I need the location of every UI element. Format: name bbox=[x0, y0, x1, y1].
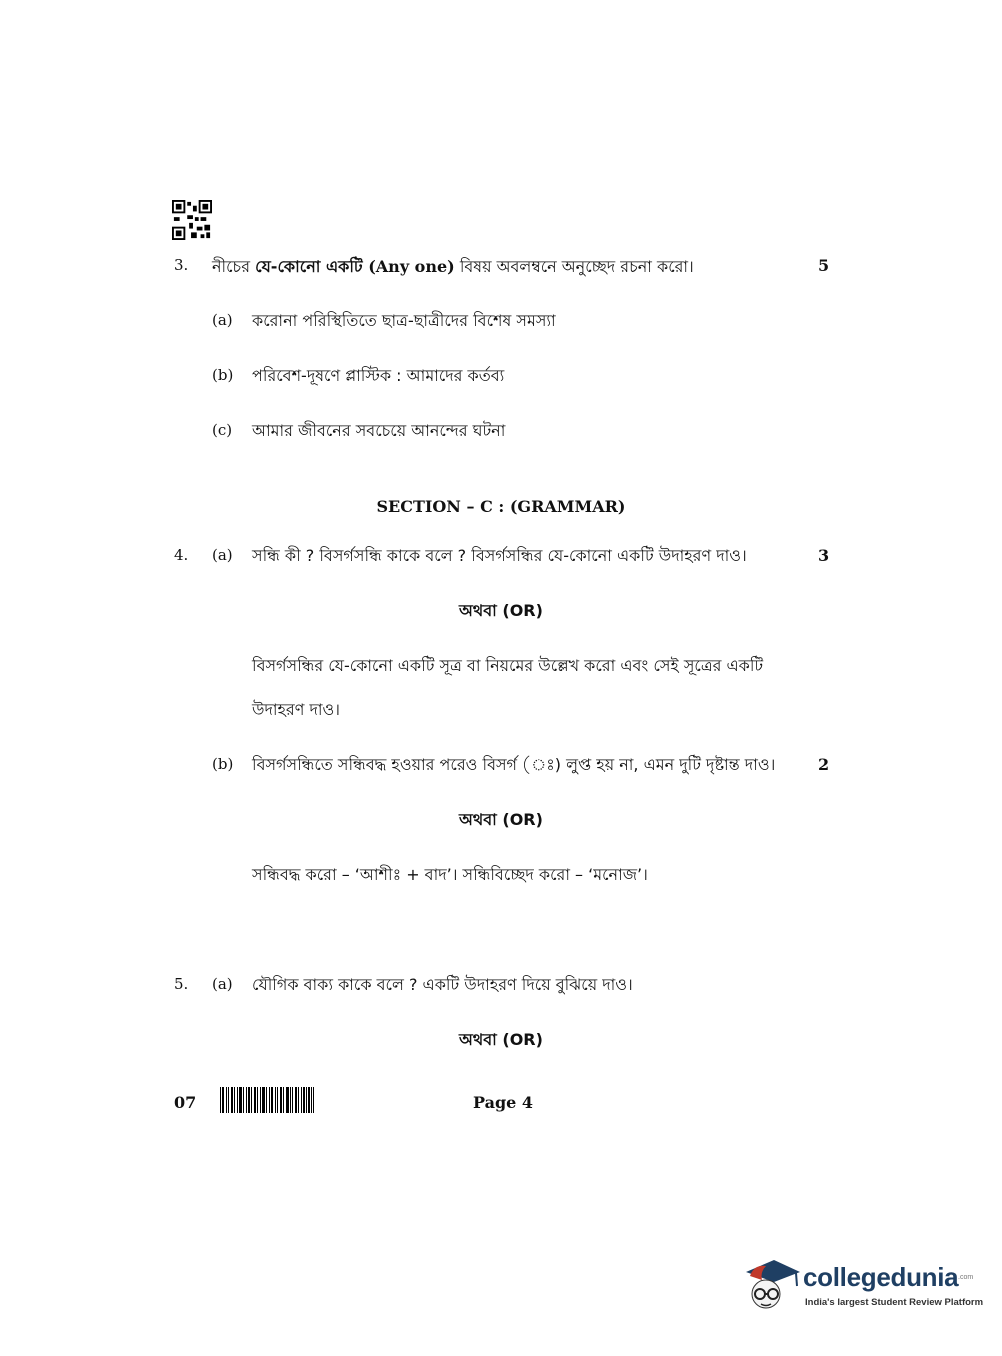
q4-a-alt-line2: উদাহরণ দাও। bbox=[252, 700, 341, 719]
q4-a-alt-line1: বিসর্গসন্ধির যে-কোনো একটি সূত্র বা নিয়মের উল্লেখ করো এবং সেই সূত্রের একটি bbox=[252, 656, 764, 675]
q4-or-1: অথবা (OR) bbox=[459, 601, 543, 620]
q4-a-text: সন্ধি কী ? বিসর্গসন্ধি কাকে বলে ? বিসর্গসন্ধির যে-কোনো একটি উদাহরণ দাও। bbox=[252, 546, 747, 565]
q4-or-2: অথবা (OR) bbox=[459, 810, 543, 829]
logo-tagline: India's largest Student Review Platform bbox=[805, 1297, 984, 1308]
q4-b-label: (b) bbox=[212, 755, 234, 773]
q3-text-bold-bn: যে-কোনো একটি bbox=[255, 257, 363, 276]
q5-or: অথবা (OR) bbox=[459, 1030, 543, 1049]
q3-option-c-label: (c) bbox=[212, 421, 233, 439]
q4-b-alt-text: সন্ধিবদ্ধ করো – ‘আশীঃ + বাদ’। সন্ধিবিচ্ছেদ করো – ‘মনোজ’। bbox=[252, 865, 648, 884]
q3-option-a-label: (a) bbox=[212, 311, 233, 329]
logo-wordmark: collegedunia bbox=[803, 1262, 959, 1292]
q4-number: 4. bbox=[174, 546, 189, 564]
q4-a-marks: 3 bbox=[818, 546, 830, 565]
collegedunia-mascot-icon bbox=[740, 1250, 802, 1312]
qr-code bbox=[172, 200, 212, 240]
q3-option-c-text: আমার জীবনের সবচেয়ে আনন্দের ঘটনা bbox=[252, 421, 506, 440]
barcode bbox=[220, 1087, 314, 1113]
q5-a-label: (a) bbox=[212, 975, 233, 993]
q3-text-after: বিষয় অবলম্বনে অনুচ্ছেদ রচনা করো। bbox=[454, 257, 694, 276]
q3-number: 3. bbox=[174, 256, 189, 274]
page-number: Page 4 bbox=[473, 1093, 534, 1112]
q4-b-marks: 2 bbox=[818, 755, 830, 774]
q3-option-a-text: করোনা পরিস্থিতিতে ছাত্র-ছাত্রীদের বিশেষ সমস্যা bbox=[252, 311, 556, 330]
paper-code: 07 bbox=[174, 1093, 197, 1112]
q4-a-label: (a) bbox=[212, 546, 233, 564]
q5-a-text: যৌগিক বাক্য কাকে বলে ? একটি উদাহরণ দিয়ে বুঝিয়ে দাও। bbox=[252, 975, 633, 994]
q3-marks: 5 bbox=[818, 256, 830, 275]
section-title: SECTION – C : (GRAMMAR) bbox=[376, 497, 626, 516]
q3-text bbox=[212, 254, 694, 281]
logo-dotcom: .com bbox=[958, 1274, 974, 1281]
q5-number: 5. bbox=[174, 975, 189, 993]
q4-b-text: বিসর্গসন্ধিতে সন্ধিবদ্ধ হওয়ার পরেও বিসর্গ (ঃ) লুপ্ত হয় না, এমন দুটি দৃষ্টান্ত দাও। bbox=[252, 755, 776, 774]
q3-text-before: নীচের bbox=[212, 257, 256, 276]
q3-text-bold-en: (Any one) bbox=[362, 257, 455, 276]
q3-option-b-label: (b) bbox=[212, 366, 234, 384]
q3-option-b-text: পরিবেশ-দূষণে প্লাস্টিক : আমাদের কর্তব্য bbox=[252, 366, 505, 385]
